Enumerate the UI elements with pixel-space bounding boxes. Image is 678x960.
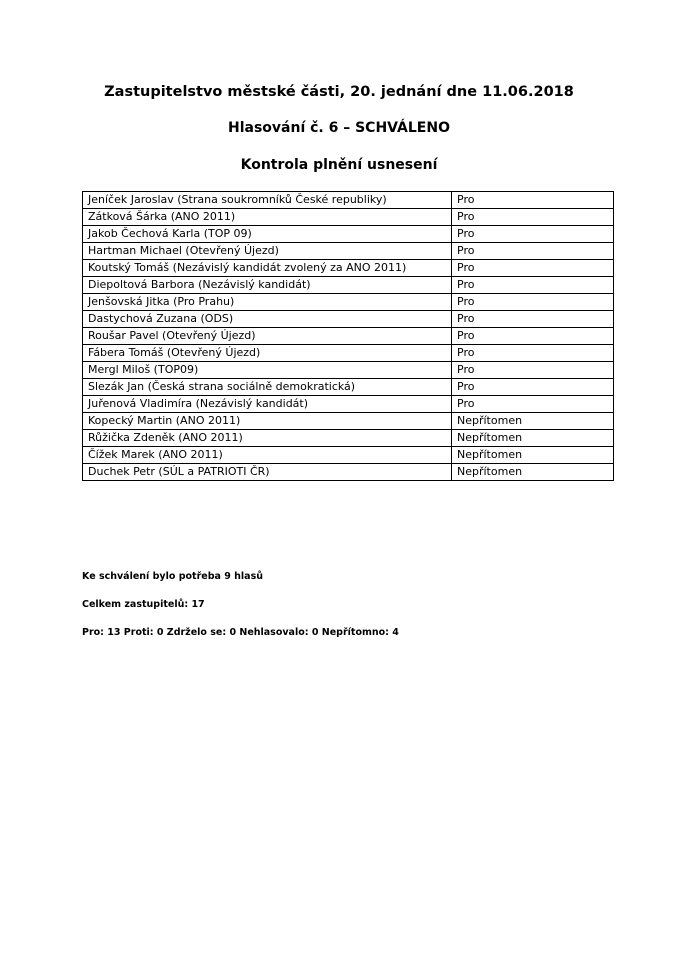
vote-cell: Pro <box>452 226 614 243</box>
table-row <box>83 209 614 226</box>
member-name-cell: Diepoltová Barbora (Nezávislý kandidát) <box>83 277 452 294</box>
vote-cell: Pro <box>452 345 614 362</box>
table-row <box>83 260 614 277</box>
table-row <box>83 345 614 362</box>
table-row <box>83 379 614 396</box>
vote-cell: Pro <box>452 260 614 277</box>
votes-table <box>82 191 614 481</box>
resolution-heading: Kontrola plnění usnesení <box>240 157 438 173</box>
vote-cell: Pro <box>452 294 614 311</box>
member-name-cell: Růžička Zdeněk (ANO 2011) <box>83 430 452 447</box>
vote-cell: Pro <box>452 379 614 396</box>
vote-cell: Pro <box>452 243 614 260</box>
table-row <box>83 413 614 430</box>
vote-cell: Pro <box>452 396 614 413</box>
vote-subtitle: Hlasování č. 6 – SCHVÁLENO <box>227 120 450 136</box>
member-name-cell: Juřenová Vladimíra (Nezávislý kandidát) <box>83 396 452 413</box>
table-row <box>83 277 614 294</box>
summary-results: Pro: 13 Proti: 0 Zdrželo se: 0 Nehlasovalo: 0 Nepřítomno: 4 <box>82 627 399 638</box>
table-row <box>83 311 614 328</box>
table-row <box>83 447 614 464</box>
member-name-cell: Roušar Pavel (Otevřený Újezd) <box>83 328 452 345</box>
table-row <box>83 226 614 243</box>
summary-required: Ke schválení bylo potřeba 9 hlasů <box>82 571 263 582</box>
vote-cell: Pro <box>452 311 614 328</box>
member-name-cell: Jakob Čechová Karla (TOP 09) <box>83 226 452 243</box>
member-name-cell: Jeníček Jaroslav (Strana soukromníků České republiky) <box>83 192 452 209</box>
member-name-cell: Koutský Tomáš (Nezávislý kandidát zvolený za ANO 2011) <box>83 260 452 277</box>
vote-cell: Pro <box>452 362 614 379</box>
member-name-cell: Mergl Miloš (TOP09) <box>83 362 452 379</box>
table-row <box>83 464 614 481</box>
member-name-cell: Slezák Jan (Česká strana sociálně demokratická) <box>83 379 452 396</box>
member-name-cell: Hartman Michael (Otevřený Újezd) <box>83 243 452 260</box>
table-row <box>83 396 614 413</box>
table-row <box>83 243 614 260</box>
votes-table-body <box>83 192 614 481</box>
table-row <box>83 430 614 447</box>
vote-cell: Pro <box>452 192 614 209</box>
vote-cell: Nepřítomen <box>452 464 614 481</box>
vote-cell: Nepřítomen <box>452 447 614 464</box>
vote-cell: Pro <box>452 328 614 345</box>
member-name-cell: Fábera Tomáš (Otevřený Újezd) <box>83 345 452 362</box>
table-row <box>83 328 614 345</box>
document-title: Zastupitelstvo městské části, 20. jednání dne 11.06.2018 <box>104 84 574 100</box>
member-name-cell: Kopecký Martin (ANO 2011) <box>83 413 452 430</box>
vote-cell: Nepřítomen <box>452 413 614 430</box>
member-name-cell: Dastychová Zuzana (ODS) <box>83 311 452 328</box>
vote-cell: Pro <box>452 209 614 226</box>
member-name-cell: Čížek Marek (ANO 2011) <box>83 447 452 464</box>
member-name-cell: Zátková Šárka (ANO 2011) <box>83 209 452 226</box>
member-name-cell: Duchek Petr (SÚL a PATRIOTI ČR) <box>83 464 452 481</box>
table-row <box>83 294 614 311</box>
table-row <box>83 362 614 379</box>
table-row <box>83 192 614 209</box>
vote-cell: Nepřítomen <box>452 430 614 447</box>
member-name-cell: Jenšovská Jitka (Pro Prahu) <box>83 294 452 311</box>
vote-cell: Pro <box>452 277 614 294</box>
summary-total: Celkem zastupitelů: 17 <box>82 599 205 610</box>
